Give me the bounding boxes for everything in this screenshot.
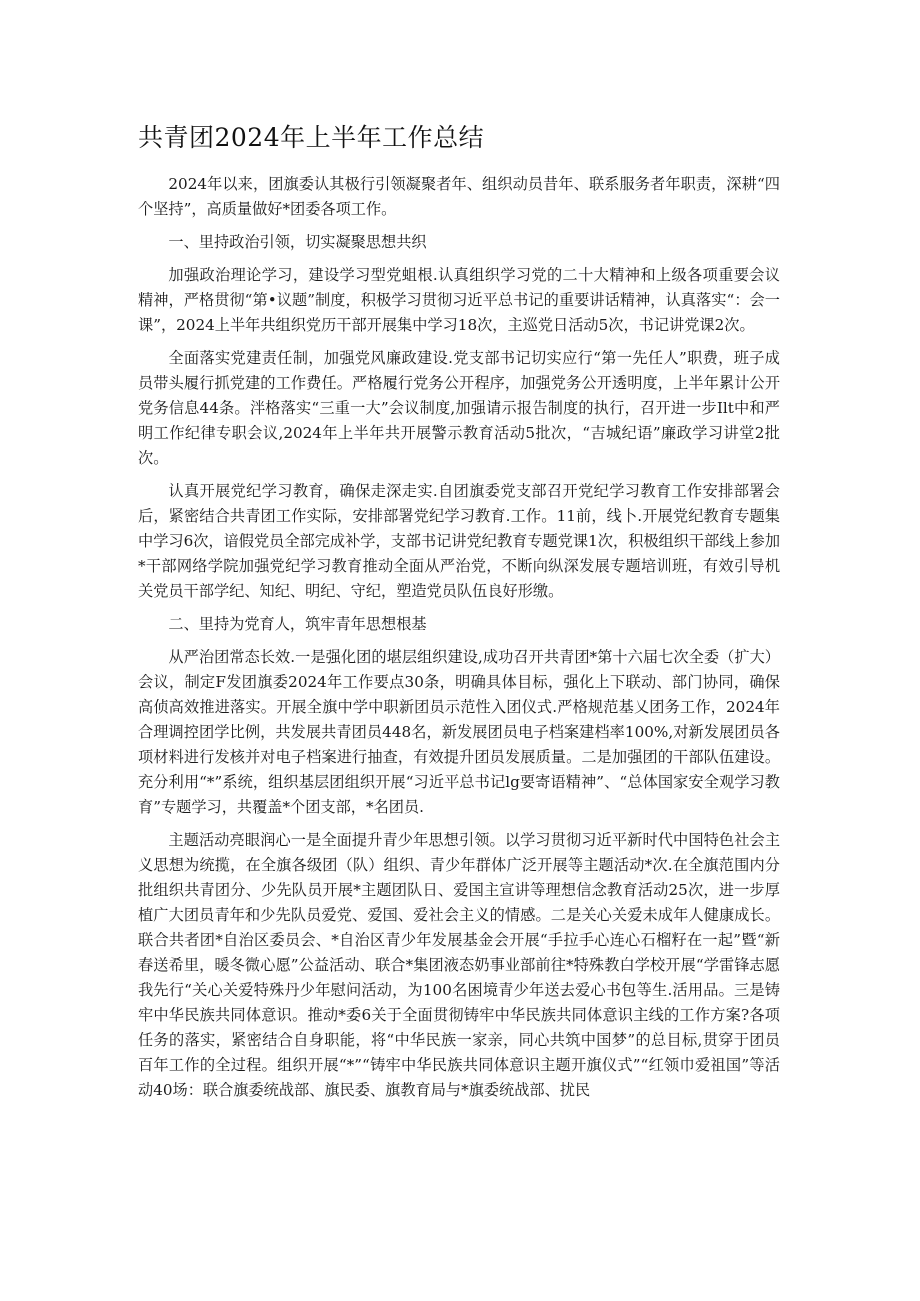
- paragraph-party-responsibility: 全面落实党建责任制，加强党风廉政建设.党支部书记切实应行“第一先任人”职费，班子成员带头履行抓党建的工作费任。严格履行党务公开程序，加强党务公开透明度，上半年累计公开党务信息44条。泮格落实“三重一大”会议制度,加强请示报告制度的执行，召开进一步Ilt中和严明工作纪律专职会议,2024年上半年共开展警示教育活动5批次，“吉城纪语”廉政学习讲堂2批次。: [138, 349, 780, 467]
- section-heading-2: 二、里持为党育人，筑牢青年思想根基: [168, 615, 427, 633]
- document-body: [138, 172, 780, 1111]
- paragraph-theme-activities: 主题活动亮眼润心一是全面提升青少年思想引领。以学习贯彻习近平新时代中国特色社会主义思想为统揽，在全旗各级团（队）组织、青少年群体广泛开展等主题活动*次.在全旗范围内分批组织共青团分、少先队员开展*主题团队日、爱国主宣讲等理想信念教育活动25次，进一步厚植广大团员青年和少先队员爱党、爱国、爱社会主义的情感。二是关心关爱未成年人健康成长。联合共者团*自治区委员会、*自治区青少年发展基金会开展“手拉手心连心石榴籽在一起”暨“新春送希里，暖冬微心愿”公益活动、联合*集团液态奶事业部前往*特殊教白学校开展“学雷锋志愿我先行“关心关爱特殊丹少年慰问活动，为100名困境青少年送去爱心书包等生.活用品。三是铸牢中华民族共同体意识。推动*委6关于全面贯彻铸牢中华民族共同体意识主线的工作方案?各项任务的落实，紧密结合自身职能，将“中华民族一家亲，同心共筑中国梦”的总目标,贯穿于团员百年工作的全过程。组织开展“*”“铸牢中华民族共同体意识主题开旗仪式”“红领巾爱祖国”等活动40场：联合旗委统战部、旗民委、旗教育局与*旗委统战部、扰民: [138, 831, 780, 1099]
- paragraph-theory-study: 加强政治理论学习，建设学习型党蛆根.认真组织学习党的二十大精神和上级各项重要会议精神，严格贯彻“第•议题”制度，积极学习贯彻习近平总书记的重要讲话精神，认真落实“：会一课”，2024上半年共组织党历干部开展集中学习18次，主巡党日活动5次，书记讲党课2次。: [138, 266, 780, 334]
- paragraph-discipline-education: 认真开展党纪学习教育，确保走深走实.自团旗委党支部召开党纪学习教育工作安排部署会后，紧密结合共青团工作实际，安排部署党纪学习教育.工作。11前，线卜.开展党纪教育专题集中学习6次，谙假党员全部完成补学，支部书记讲党纪教育专题党课1次，积极组织干部线上参加*干部网络学院加强党纪学习教育推动全面从严治党，不断向纵深发展专题培训班，有效引导机关党员干部学纪、知纪、明纪、守纪，塑造党员队伍良好形缴。: [138, 482, 781, 600]
- paragraph-intro: 2024年以来，团旗委认其极行引领凝聚者年、组织动员昔年、联系服务者年职责，深耕“四个坚持”，高质量做好*团委各项工作。: [138, 175, 780, 218]
- section-heading-1: 一、里持政治引领，切实凝聚思想共织: [168, 233, 427, 251]
- document-title: 共青团2024年上半年工作总结: [138, 123, 485, 152]
- paragraph-league-governance: 从严治团常态长效.一是强化团的堪层组织建设,成功召开共青团*第十六届七次全委（扩大）会议，制定F发团旗委2024年工作要点30条，明确具体目标，强化上下联动、部门协同，确保高侦高效推进落实。开展全旗中学中职新团员示范性入团仪式.严格规范基乂团务工作，2024年合理调控团学比例，共发展共青团员448名，新发展团员电子档案建档率100%,对新发展团员各项材料进行发核并对电子档案进行抽查，有效提升团员发展质量。二是加强团的干部队伍建设。充分利用“*”系统，组织基层团组织开展“习近平总书记lg要寄语精神”、“总体国家安全观学习教育”专题学习，共覆盖*个团支部，*名团员.: [138, 648, 780, 816]
